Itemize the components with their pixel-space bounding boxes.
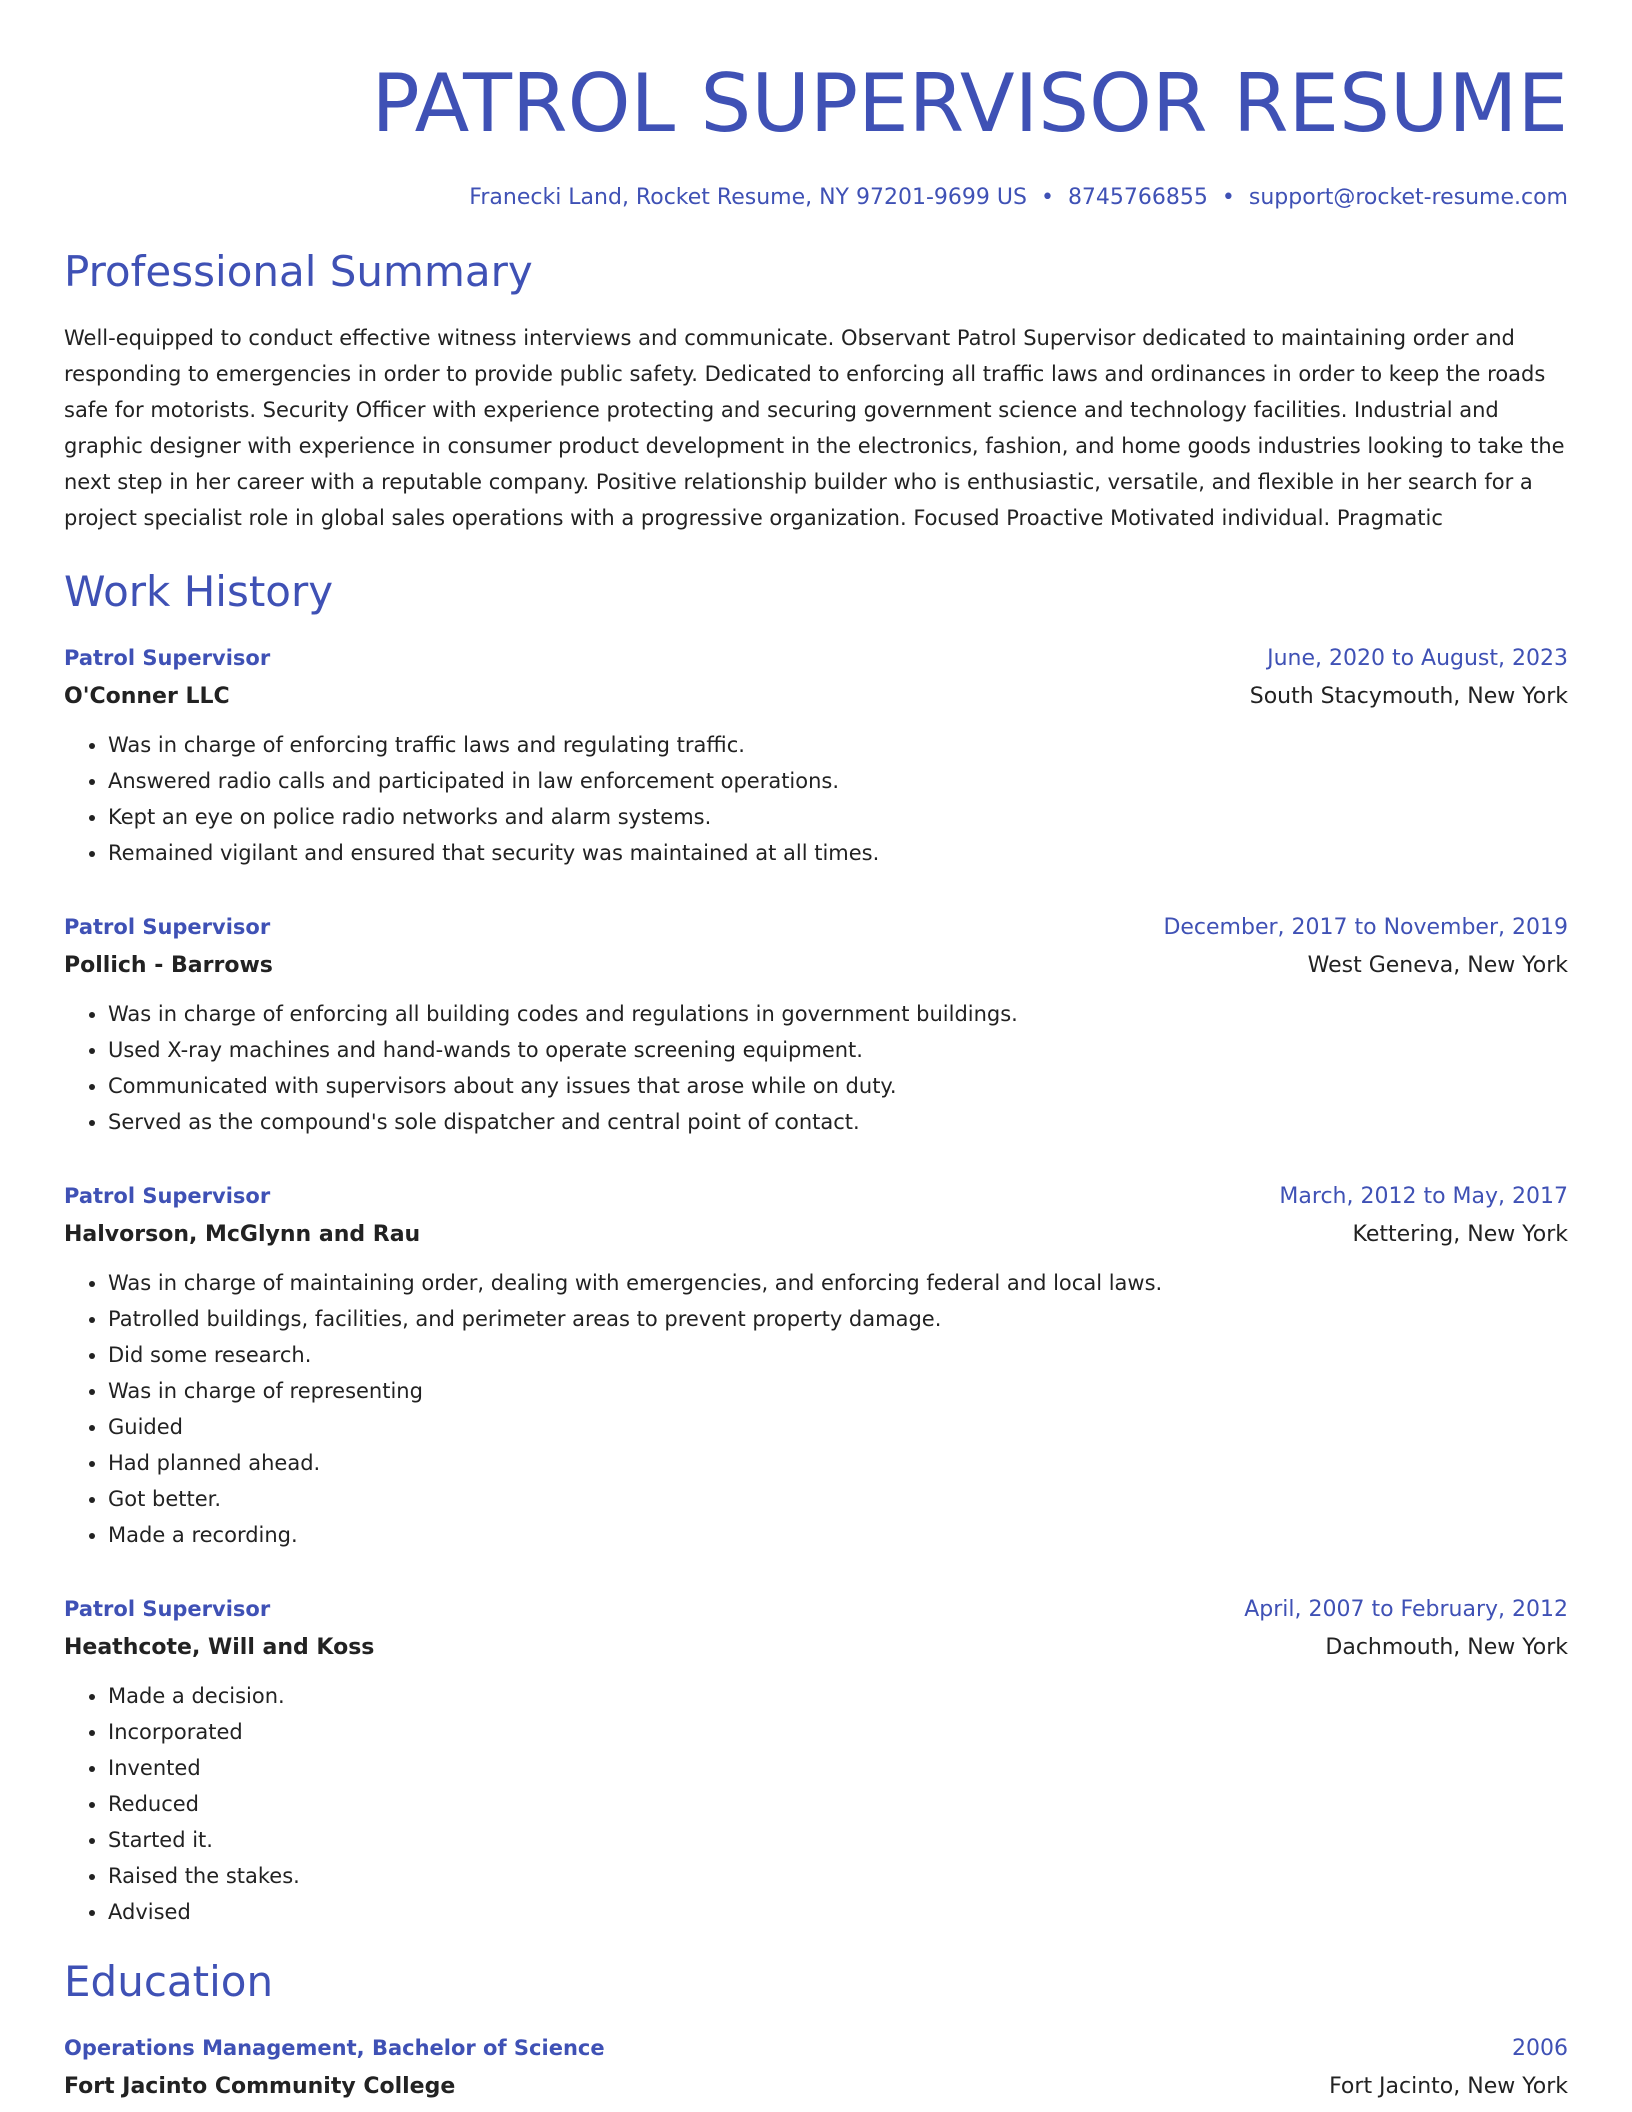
job-title: Patrol Supervisor bbox=[64, 1597, 271, 1621]
job-bullets bbox=[64, 1265, 1568, 1553]
contact-separator: • bbox=[1040, 185, 1054, 210]
job-title: Patrol Supervisor bbox=[64, 1184, 271, 1208]
job-bullet: • Remained vigilant and ensured that security was maintained at all times. bbox=[108, 835, 1568, 871]
job-bullet: • Made a recording. bbox=[108, 1517, 1568, 1553]
job-entry bbox=[64, 909, 1568, 1140]
contact-address: Franecki Land, Rocket Resume, NY 97201-9699 US bbox=[469, 185, 1027, 210]
job-dates: March, 2012 to May, 2017 bbox=[1279, 1184, 1568, 1209]
education-heading: Education bbox=[64, 1957, 274, 2006]
job-bullet: • Communicated with supervisors about any issues that arose while on duty. bbox=[108, 1068, 1568, 1104]
job-location: South Stacymouth, New York bbox=[1249, 684, 1568, 709]
work-history-heading: Work History bbox=[64, 567, 334, 616]
job-dates: June, 2020 to August, 2023 bbox=[1267, 646, 1568, 671]
resume-header bbox=[64, 48, 1568, 214]
job-bullet: • Patrolled buildings, facilities, and perimeter areas to prevent property damage. bbox=[108, 1301, 1568, 1337]
job-bullet: • Did some research. bbox=[108, 1337, 1568, 1373]
job-dates: April, 2007 to February, 2012 bbox=[1244, 1597, 1568, 1622]
job-entry bbox=[64, 1591, 1568, 1930]
contact-separator: • bbox=[1221, 185, 1235, 210]
job-bullet: • Kept an eye on police radio networks and alarm systems. bbox=[108, 799, 1568, 835]
job-bullet: • Served as the compound's sole dispatcher and central point of contact. bbox=[108, 1104, 1568, 1140]
job-title: Patrol Supervisor bbox=[64, 646, 271, 670]
job-company: O'Conner LLC bbox=[64, 684, 230, 709]
contact-phone: 8745766855 bbox=[1067, 185, 1208, 210]
job-bullet: • Was in charge of enforcing all building codes and regulations in government buildings. bbox=[108, 996, 1568, 1032]
job-location: Kettering, New York bbox=[1352, 1222, 1568, 1247]
job-bullet: • Answered radio calls and participated in law enforcement operations. bbox=[108, 763, 1568, 799]
summary-section bbox=[64, 244, 1568, 536]
job-title: Patrol Supervisor bbox=[64, 915, 271, 939]
job-bullets bbox=[64, 1678, 1568, 1930]
job-bullet: • Reduced bbox=[108, 1786, 1568, 1822]
job-entry bbox=[64, 640, 1568, 871]
job-bullet: • Advised bbox=[108, 1894, 1568, 1930]
education-degree: Operations Management, Bachelor of Science bbox=[64, 2036, 605, 2060]
job-company: Halvorson, McGlynn and Rau bbox=[64, 1222, 421, 1247]
job-bullet: • Had planned ahead. bbox=[108, 1445, 1568, 1481]
job-entry bbox=[64, 1178, 1568, 1553]
job-company: Pollich - Barrows bbox=[64, 953, 273, 978]
job-bullet: • Guided bbox=[108, 1409, 1568, 1445]
job-location: West Geneva, New York bbox=[1307, 953, 1568, 978]
job-bullet: • Was in charge of representing bbox=[108, 1373, 1568, 1409]
job-bullets bbox=[64, 727, 1568, 871]
education-entry bbox=[64, 2030, 1568, 2107]
job-bullet: • Got better. bbox=[108, 1481, 1568, 1517]
work-history-section bbox=[64, 564, 1568, 1930]
job-bullet: • Was in charge of enforcing traffic laws and regulating traffic. bbox=[108, 727, 1568, 763]
education-location: Fort Jacinto, New York bbox=[1329, 2074, 1568, 2099]
job-bullet: • Invented bbox=[108, 1750, 1568, 1786]
job-company: Heathcote, Will and Koss bbox=[64, 1635, 375, 1660]
contact-email: support@rocket-resume.com bbox=[1248, 185, 1568, 210]
job-bullet: • Started it. bbox=[108, 1822, 1568, 1858]
summary-heading: Professional Summary bbox=[64, 247, 533, 296]
job-dates: December, 2017 to November, 2019 bbox=[1163, 915, 1568, 940]
job-bullets bbox=[64, 996, 1568, 1140]
resume-title: PATROL SUPERVISOR RESUME bbox=[371, 57, 1568, 150]
education-year: 2006 bbox=[1512, 2036, 1568, 2061]
summary-text: Well-equipped to conduct effective witness interviews and communicate. Observant Patrol Supervisor dedicated to maintaining order and responding to emergencies in order to provide public safety. Dedicated to enforcing all traffic laws and ordinances in order to keep the roads safe for motorists. Security Officer with experience protecting and securing government science and technology facilities. Industrial and graphic designer with experience in consumer product development in the electronics, fashion, and home goods industries looking to take the next step in her career with a reputable company. Positive relationship builder who is enthusiastic, versatile, and flexible in her search for a project specialist role in global sales operations with a progressive organization. Focused Proactive Motivated individual. Pragmatic bbox=[64, 326, 1565, 530]
job-location: Dachmouth, New York bbox=[1325, 1635, 1568, 1660]
education-school: Fort Jacinto Community College bbox=[64, 2074, 456, 2099]
job-bullet: • Raised the stakes. bbox=[108, 1858, 1568, 1894]
education-section bbox=[64, 1954, 1568, 2107]
job-bullet: • Used X-ray machines and hand-wands to operate screening equipment. bbox=[108, 1032, 1568, 1068]
job-bullet: • Made a decision. bbox=[108, 1678, 1568, 1714]
contact-line bbox=[64, 182, 1568, 214]
job-bullet: • Incorporated bbox=[108, 1714, 1568, 1750]
job-bullet: • Was in charge of maintaining order, dealing with emergencies, and enforcing federal and local laws. bbox=[108, 1265, 1568, 1301]
